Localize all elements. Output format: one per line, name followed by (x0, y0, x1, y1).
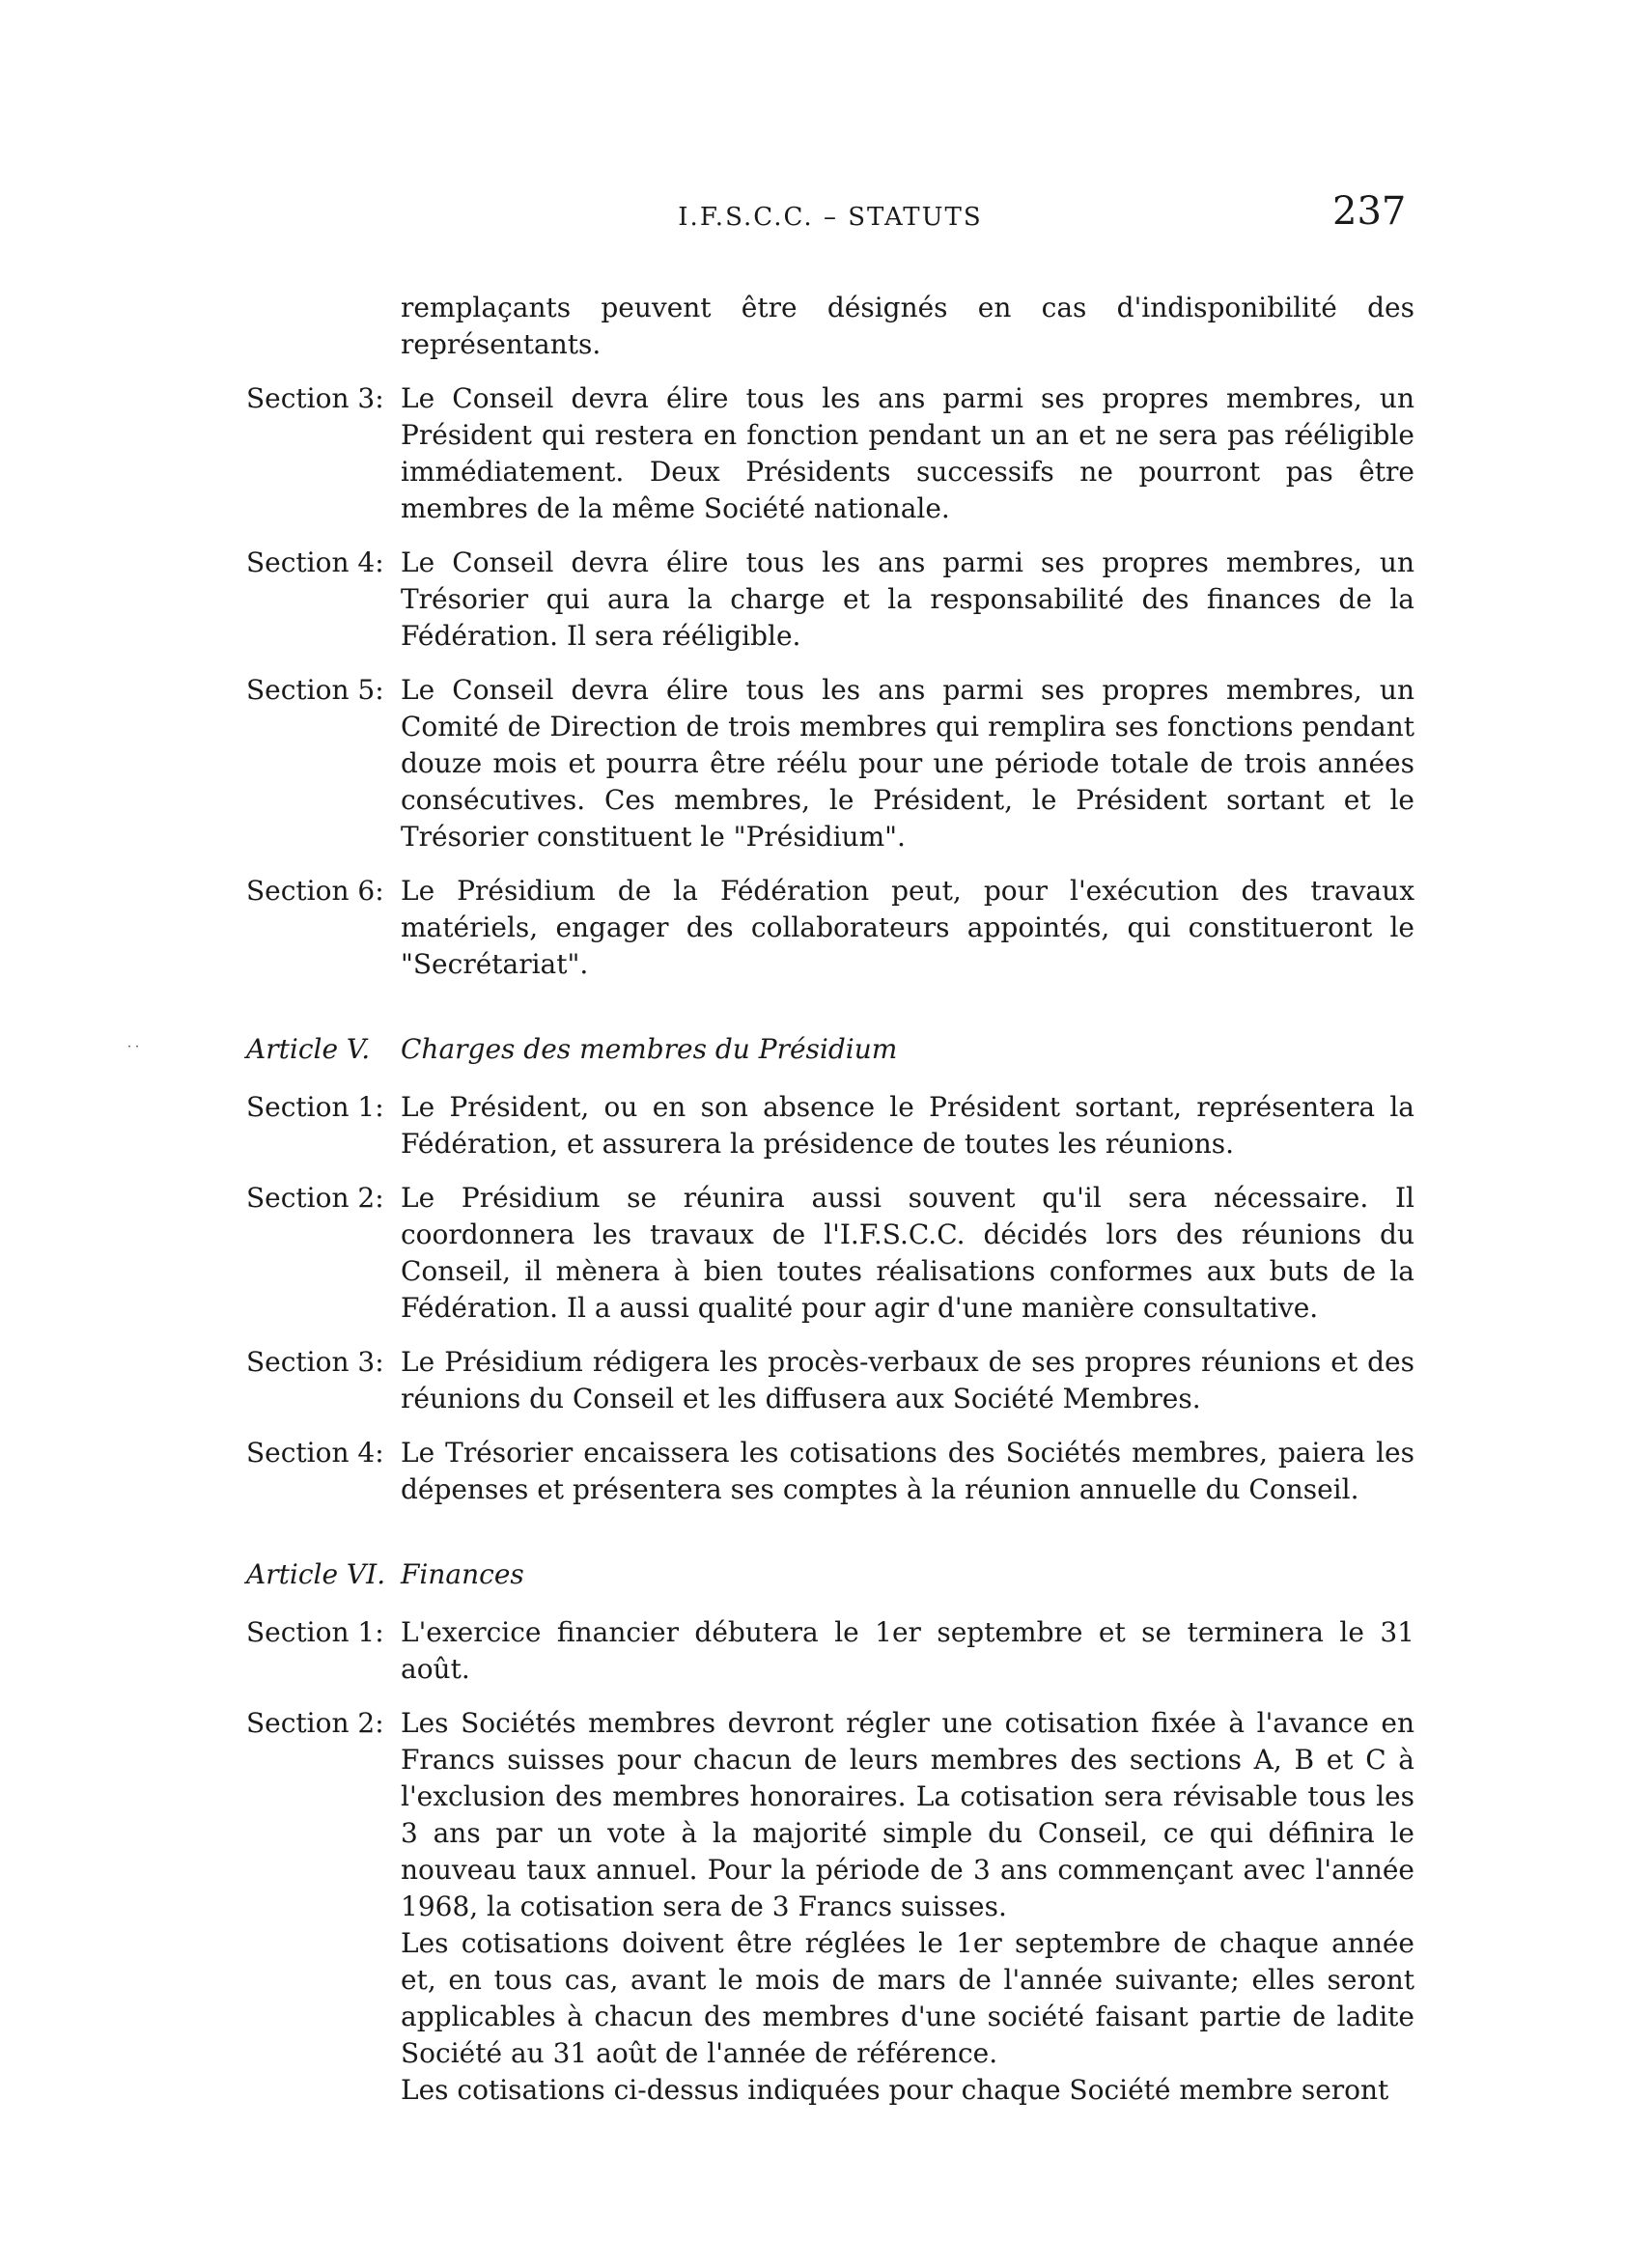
intro-continuation (246, 290, 1414, 363)
running-title: I.F.S.C.C. – STATUTS (678, 203, 983, 232)
section-text: Le Présidium de la Fédération peut, pour l'exécution des travaux matériels, engager des collaborateurs appointés, qui constitueront le "Secrétariat". (401, 875, 1414, 980)
section-label: Section 1: (246, 1616, 384, 1648)
section-label: Section 6: (246, 875, 384, 907)
section-label: Section 2: (246, 1182, 384, 1214)
paragraph-payment-deadline: Les cotisations doivent être réglées le 1er septembre de chaque année et, en tous cas, avant le mois de mars de l'année suivante; elles seront applicables à chacun des membres d'une société faisant partie de ladite Société au 31 août de l'année de référence. (401, 1927, 1414, 2069)
section-text: L'exercice financier débutera le 1er septembre et se terminera le 31 août. (401, 1616, 1414, 1685)
paragraph-continued: Les cotisations ci-dessus indiquées pour chaque Société membre seront (401, 2074, 1389, 2106)
section-text: Le Conseil devra élire tous les ans parmi ses propres membres, un Président qui restera en fonction pendant un an et ne sera pas rééligible immédiatement. Deux Présidents successifs ne pourront pas être membres de la même Société nationale. (401, 382, 1414, 524)
section-6-secretariat (246, 873, 1414, 983)
section-label: Section 3: (246, 382, 384, 414)
section-text: Le Conseil devra élire tous les ans parmi ses propres membres, un Comité de Direction de trois membres qui remplira ses fonctions pendant douze mois et pourra être réélu pour une période totale de trois années consécutives. Ces membres, le Président, le Président sortant et le Trésorier constituent le "Présidium". (401, 674, 1414, 853)
section-label: Section 4: (246, 1437, 384, 1469)
section-text: Le Conseil devra élire tous les ans parmi ses propres membres, un Trésorier qui aura la charge et la responsabilité des finances de la Fédération. Il sera rééligible. (401, 546, 1414, 652)
intro-text: remplaçants peuvent être désignés en cas d'indisponibilité des représentants. (401, 292, 1414, 360)
section-text: Le Trésorier encaissera les cotisations des Sociétés membres, paiera les dépenses et présentera ses comptes à la réunion annuelle du Conseil. (401, 1437, 1414, 1505)
section-text: Le Présidium se réunira aussi souvent qu'il sera nécessaire. Il coordonnera les travaux de l'I.F.S.C.C. décidés lors des réunions du Conseil, il mènera à bien toutes réalisations conformes aux buts de la Fédération. Il a aussi qualité pour agir d'une manière consultative. (401, 1182, 1414, 1324)
article-vi-section-1 (246, 1614, 1414, 1688)
paragraph-contribution-rate: Les Sociétés membres devront régler une cotisation fixée à l'avance en Francs suisses pour chacun de leurs membres des sections A, B et C à l'exclusion des membres honoraires. La cotisation sera révisable tous les 3 ans par un vote à la majorité simple du Conseil, ce qui définira le nouveau taux annuel. Pour la période de 3 ans commençant avec l'année 1968, la cotisation sera de 3 Francs suisses. (401, 1707, 1414, 1922)
section-text: Le Présidium rédigera les procès-verbaux de ses propres réunions et des réunions du Conseil et les diffusera aux Société Membres. (401, 1346, 1414, 1414)
article-label: Article VI. (246, 1558, 386, 1590)
page-number: 237 (1332, 189, 1407, 234)
article-label: Article V. (246, 1033, 371, 1065)
article-title: Charges des membres du Présidium (401, 1033, 898, 1065)
article-vi-section-2 (246, 1705, 1414, 2109)
section-label: Section 3: (246, 1346, 384, 1378)
article-v-section-2 (246, 1180, 1414, 1327)
section-label: Section 5: (246, 674, 384, 706)
page-header (0, 189, 1652, 247)
section-label: Section 1: (246, 1091, 384, 1123)
article-v-section-1 (246, 1089, 1414, 1162)
article-vi-heading (246, 1556, 1414, 1593)
section-5-council-committee (246, 672, 1414, 855)
section-4-council-treasurer (246, 545, 1414, 655)
article-v-section-4 (246, 1435, 1414, 1508)
article-v-section-3 (246, 1344, 1414, 1417)
stray-mark: ˙˙ (126, 1043, 141, 1061)
article-title: Finances (401, 1558, 524, 1590)
section-3-council-president (246, 380, 1414, 527)
section-text: Le Président, ou en son absence le Président sortant, représentera la Fédération, et assurera la présidence de toutes les réunions. (401, 1091, 1414, 1160)
section-label: Section 4: (246, 546, 384, 578)
section-label: Section 2: (246, 1707, 384, 1739)
article-v-heading (246, 1031, 1414, 1068)
document-body (246, 290, 1414, 2126)
